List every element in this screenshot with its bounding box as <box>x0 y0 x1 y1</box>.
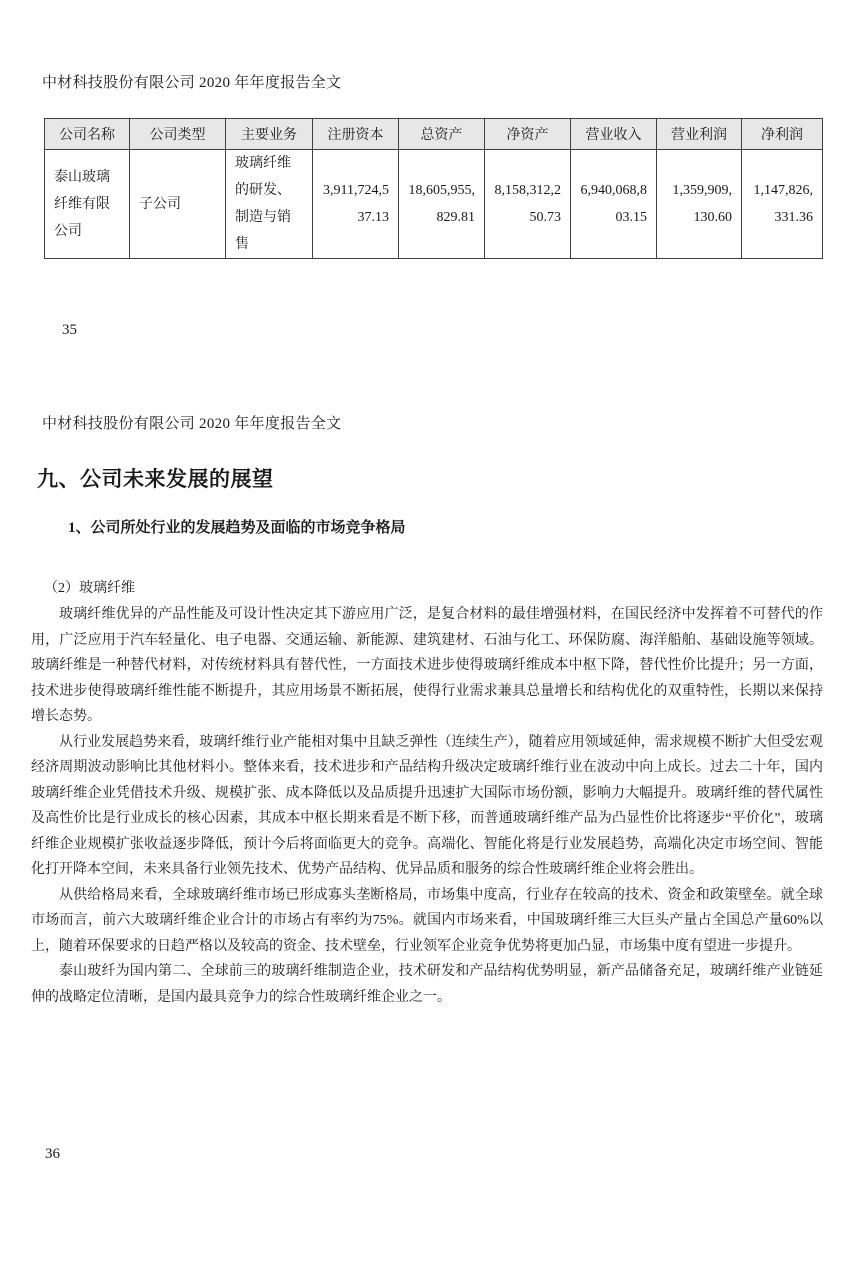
cell-net-assets: 8,158,312,250.73 <box>485 150 571 259</box>
cell-registered-capital: 3,911,724,537.13 <box>313 150 399 259</box>
col-header-net-profit: 净利润 <box>742 119 823 150</box>
col-header-operating-profit: 营业利润 <box>657 119 742 150</box>
col-header-operating-revenue: 营业收入 <box>571 119 657 150</box>
subsidiary-financials-table <box>44 118 823 259</box>
paragraph-industry-trend: 从行业发展趋势来看，玻璃纤维行业产能相对集中且缺乏弹性（连续生产），随着应用领域延伸，需求规模不断扩大但受宏观经济周期波动影响比其他材料小。整体来看，技术进步和产品结构升级决定玻璃纤维行业在波动中向上成长。过去二十年，国内玻璃纤维企业凭借技术升级、规模扩张、成本降低以及品质提升迅速扩大国际市场份额，影响力大幅提升。玻璃纤维的替代属性及高性价比是行业成长的核心因素，其成本中枢长期来看是不断下移，而普通玻璃纤维产品为凸显性价比将逐步“平价化”，玻璃纤维企业规模扩张收益逐步降低，预计今后将面临更大的竞争。高端化、智能化将是行业发展趋势，高端化决定市场空间、智能化打开降本空间，未来具备行业领先技术、优势产品结构、优异品质和服务的综合性玻璃纤维企业将会胜出。 <box>31 734 823 877</box>
col-header-company-type: 公司类型 <box>130 119 226 150</box>
cell-net-profit: 1,147,826,331.36 <box>742 150 823 259</box>
cell-company-type: 子公司 <box>130 150 226 259</box>
paragraph-industry-application: 玻璃纤维优异的产品性能及可设计性决定其下游应用广泛，是复合材料的最佳增强材料，在国民经济中发挥着不可替代的作用，广泛应用于汽车轻量化、电子电器、交通运输、新能源、建筑建材、石油与化工、环保防腐、海洋船舶、基础设施等领域。玻璃纤维是一种替代材料，对传统材料具有替代性，一方面技术进步使得玻璃纤维成本中枢下降，替代性价比提升；另一方面，技术进步使得玻璃纤维性能不断提升，其应用场景不断拓展，使得行业需求兼具总量增长和结构优化的双重特性，长期以来保持增长态势。 <box>31 607 823 724</box>
cell-total-assets: 18,605,955,829.81 <box>399 150 485 259</box>
subsection-title: 1、公司所处行业的发展趋势及面临的市场竞争格局 <box>68 520 406 536</box>
col-header-total-assets: 总资产 <box>399 119 485 150</box>
table-header-row <box>45 119 823 150</box>
col-header-net-assets: 净资产 <box>485 119 571 150</box>
cell-operating-profit: 1,359,909,130.60 <box>657 150 742 259</box>
page-number-35: 35 <box>62 322 77 338</box>
col-header-main-business: 主要业务 <box>226 119 313 150</box>
cell-main-business: 玻璃纤维的研发、制造与销售 <box>226 150 313 259</box>
item-title-glass-fiber: （2）玻璃纤维 <box>44 581 135 596</box>
section-title: 九、公司未来发展的展望 <box>37 467 274 491</box>
col-header-registered-capital: 注册资本 <box>313 119 399 150</box>
paragraph-supply-pattern: 从供给格局来看，全球玻璃纤维市场已形成寡头垄断格局，市场集中度高，行业存在较高的技术、资金和政策壁垒。就全球市场而言，前六大玻璃纤维企业合计的市场占有率约为75%。就国内市场来看，中国玻璃纤维三大巨头产量占全国总产量60%以上，随着环保要求的日趋严格以及较高的资金、技术壁垒，行业领军企业竞争优势将更加凸显，市场集中度有望进一步提升。 <box>31 887 823 954</box>
table-row <box>45 150 823 259</box>
report-header-page36: 中材科技股份有限公司 2020 年年度报告全文 <box>42 416 342 432</box>
report-header-page35: 中材科技股份有限公司 2020 年年度报告全文 <box>42 75 342 91</box>
page-number-36: 36 <box>45 1146 60 1162</box>
col-header-company-name: 公司名称 <box>45 119 130 150</box>
paragraph-taishan-position: 泰山玻纤为国内第二、全球前三的玻璃纤维制造企业，技术研发和产品结构优势明显，新产品储备充足，玻璃纤维产业链延伸的战略定位清晰，是国内最具竞争力的综合性玻璃纤维企业之一。 <box>31 964 823 1005</box>
body-text-block <box>31 602 823 1010</box>
cell-company-name: 泰山玻璃纤维有限公司 <box>45 150 130 259</box>
cell-operating-revenue: 6,940,068,803.15 <box>571 150 657 259</box>
